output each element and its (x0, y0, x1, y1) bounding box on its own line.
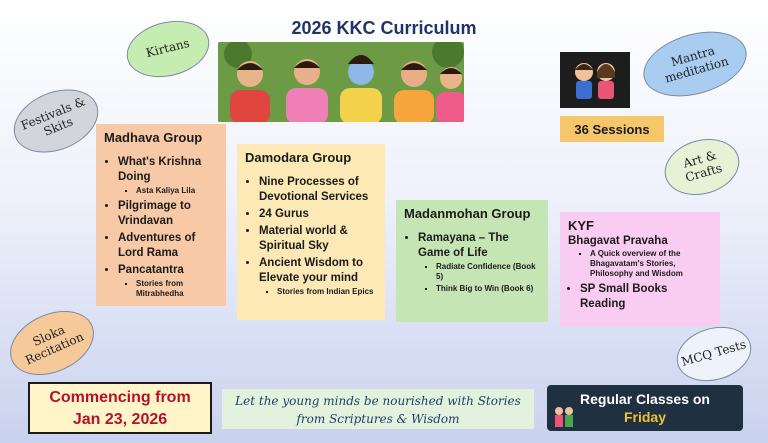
children-photo (218, 42, 464, 122)
commencing-box (28, 382, 212, 434)
list-item: • Ramayana – The Game of Life ▪ Radiate Confidence (Book 5) ▪ Think Big to Win (Book 6) (418, 231, 540, 294)
kids-illustration-icon (560, 52, 630, 108)
kyf-subheading: Bhagavat Pravaha (568, 235, 668, 247)
sessions-badge: 36 Sessions (560, 116, 664, 142)
festivals-cloud: Festivals & Skits (4, 78, 107, 165)
damodara-heading: Damodara Group (245, 150, 352, 165)
regular-line1: Regular Classes on (580, 391, 710, 407)
kyf-note: ▪ A Quick overview of the Bhagavatam's Stories, Philosophy and Wisdom (590, 249, 712, 279)
madhava-heading: Madhava Group (104, 130, 203, 145)
art-cloud: Art & Crafts (658, 131, 746, 204)
damodara-list (245, 175, 377, 297)
kyf-list (568, 249, 712, 312)
kyf-group-box (560, 212, 720, 326)
kirtans-cloud: Kirtans (121, 13, 216, 86)
commencing-line1: Commencing from (49, 389, 191, 406)
mcq-cloud: MCQ Tests (670, 319, 757, 390)
kyf-heading: KYF (568, 218, 594, 233)
list-item: • 24 Gurus (259, 207, 377, 222)
sub-item: ▪ Think Big to Win (Book 6) (436, 284, 540, 294)
sub-item: ▪ Asta Kaliya Lila (136, 186, 218, 196)
sub-item: ▪ Stories from Indian Epics (277, 287, 377, 297)
sub-item: ▪ Radiate Confidence (Book 5) (436, 262, 540, 282)
motto-banner: Let the young minds be nourished with Stories from Scriptures & Wisdom (222, 389, 534, 429)
list-item: • Nine Processes of Devotional Services (259, 175, 377, 205)
sloka-cloud: Sloka Recitation (0, 299, 104, 388)
sub-item: ▪ Stories from Mitrabhedha (136, 279, 218, 299)
list-item: • Adventures of Lord Rama (118, 231, 218, 261)
regular-classes-box (547, 385, 743, 431)
madhava-group-box (96, 124, 226, 306)
madhava-list (104, 155, 218, 299)
regular-day: Friday (623, 409, 666, 425)
list-item: • Ancient Wisdom to Elevate your mind ▪ Stories from Indian Epics (259, 256, 377, 297)
list-item: • SP Small Books Reading (580, 282, 712, 312)
kyf-note-item (572, 249, 712, 279)
kids-group-icon (553, 405, 575, 429)
list-item: • Material world & Spiritual Sky (259, 224, 377, 254)
mantra-cloud: Mantra meditation (636, 21, 754, 108)
list-item: • Pilgrimage to Vrindavan (118, 199, 218, 229)
madanmohan-heading: Madanmohan Group (404, 206, 531, 221)
damodara-group-box (237, 144, 385, 320)
list-item: • Pancatantra ▪ Stories from Mitrabhedha (118, 263, 218, 299)
page-title: 2026 KKC Curriculum (291, 18, 477, 38)
madanmohan-list (404, 231, 540, 294)
madanmohan-group-box (396, 200, 548, 322)
list-item: • What's Krishna Doing ▪ Asta Kaliya Lila (118, 155, 218, 196)
commencing-date: Jan 23, 2026 (72, 411, 168, 428)
